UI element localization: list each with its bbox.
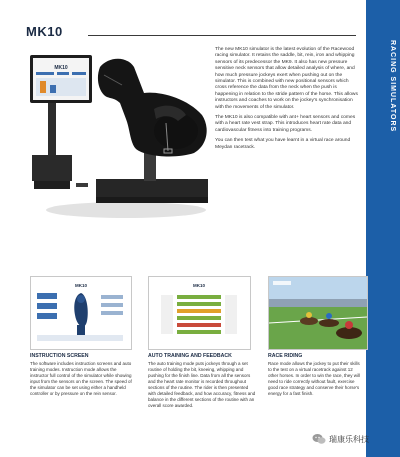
caption-title-race-riding: RACE RIDING xyxy=(268,353,303,359)
wechat-badge xyxy=(312,432,369,446)
race-riding-panel xyxy=(268,276,368,350)
monitor-base xyxy=(32,155,72,181)
caption-text-auto-training: The auto training mode puts jockeys through a set routine of holding the bit, kneeing, whipping and pushing for the finish line. Data from all the sensors and the heart rate monitor is recorded throughout sections of the routine. The rider is then presented with detailed feedback, and how accuracy, fitness and balance in the different sections of the routine with an overall score awarded. xyxy=(148,361,256,408)
intro-text xyxy=(215,47,360,155)
wechat-label: 瑞康乐科技 xyxy=(329,434,369,444)
caption-title-instruction: INSTRUCTION SCREEN xyxy=(30,353,89,359)
auto-training-title: MK10 xyxy=(192,283,206,288)
intro-paragraph-1: The new MK10 simulator is the latest evolution of the Racewood racing simulator. It retains the saddle, bit, rein, iron and whipping sensors of its predecessor the MK9. It also has new pressure sensitive neck sensors that allow detailed analysis of where, and how much pressure jockeys exert when pushing out on the simulator. This is combined with new positional sensors which cross reference the data from the neck when the push is happening in relation to the stride pattern of the horse. This allows instructors and coaches to work on the jockey's synchronisation with the movements of the simulator. xyxy=(215,47,358,110)
instruction-screen-title: MK10 xyxy=(74,283,88,288)
caption-text-instruction: The software includes instruction screens and auto training modes. Instruction mode allows the instructor full control of the simulator while showing input from the sensors on the screen. The speed of the simulator can be set using either a handheld controller or by pressure on the rein sensor. xyxy=(30,361,132,396)
caption-text-race-riding: Race mode allows the jockey to put their skills to the test on a virtual racetrack against 12 other horses. In order to win the race, they will need to ride correctly without fault, exercise good race strategy and conserve their horse's energy for a fast finish. xyxy=(268,361,361,396)
auto-training-panel xyxy=(148,276,251,350)
caption-title-auto-training: AUTO TRAINING AND FEEDBACK xyxy=(148,353,232,359)
intro-paragraph-3: You can then test what you have learnt in a virtual race around Meydan racetrack. xyxy=(215,138,351,150)
title-rule xyxy=(88,35,356,36)
monitor-stand xyxy=(48,103,56,161)
wechat-icon xyxy=(312,433,326,445)
page-title: MK10 xyxy=(26,24,63,39)
intro-paragraph-2: The MK10 is also compatible with ant+ heart sensors and comes with a heart rate vest strap. This introduces heart rate data and cardiovascular fitness into training programs. xyxy=(215,115,356,133)
side-band-label: RACING SIMULATORS xyxy=(389,40,396,133)
hero-illustration xyxy=(26,45,212,223)
monitor-screen-title: MK10 xyxy=(54,65,68,71)
instruction-screen-panel xyxy=(30,276,132,350)
